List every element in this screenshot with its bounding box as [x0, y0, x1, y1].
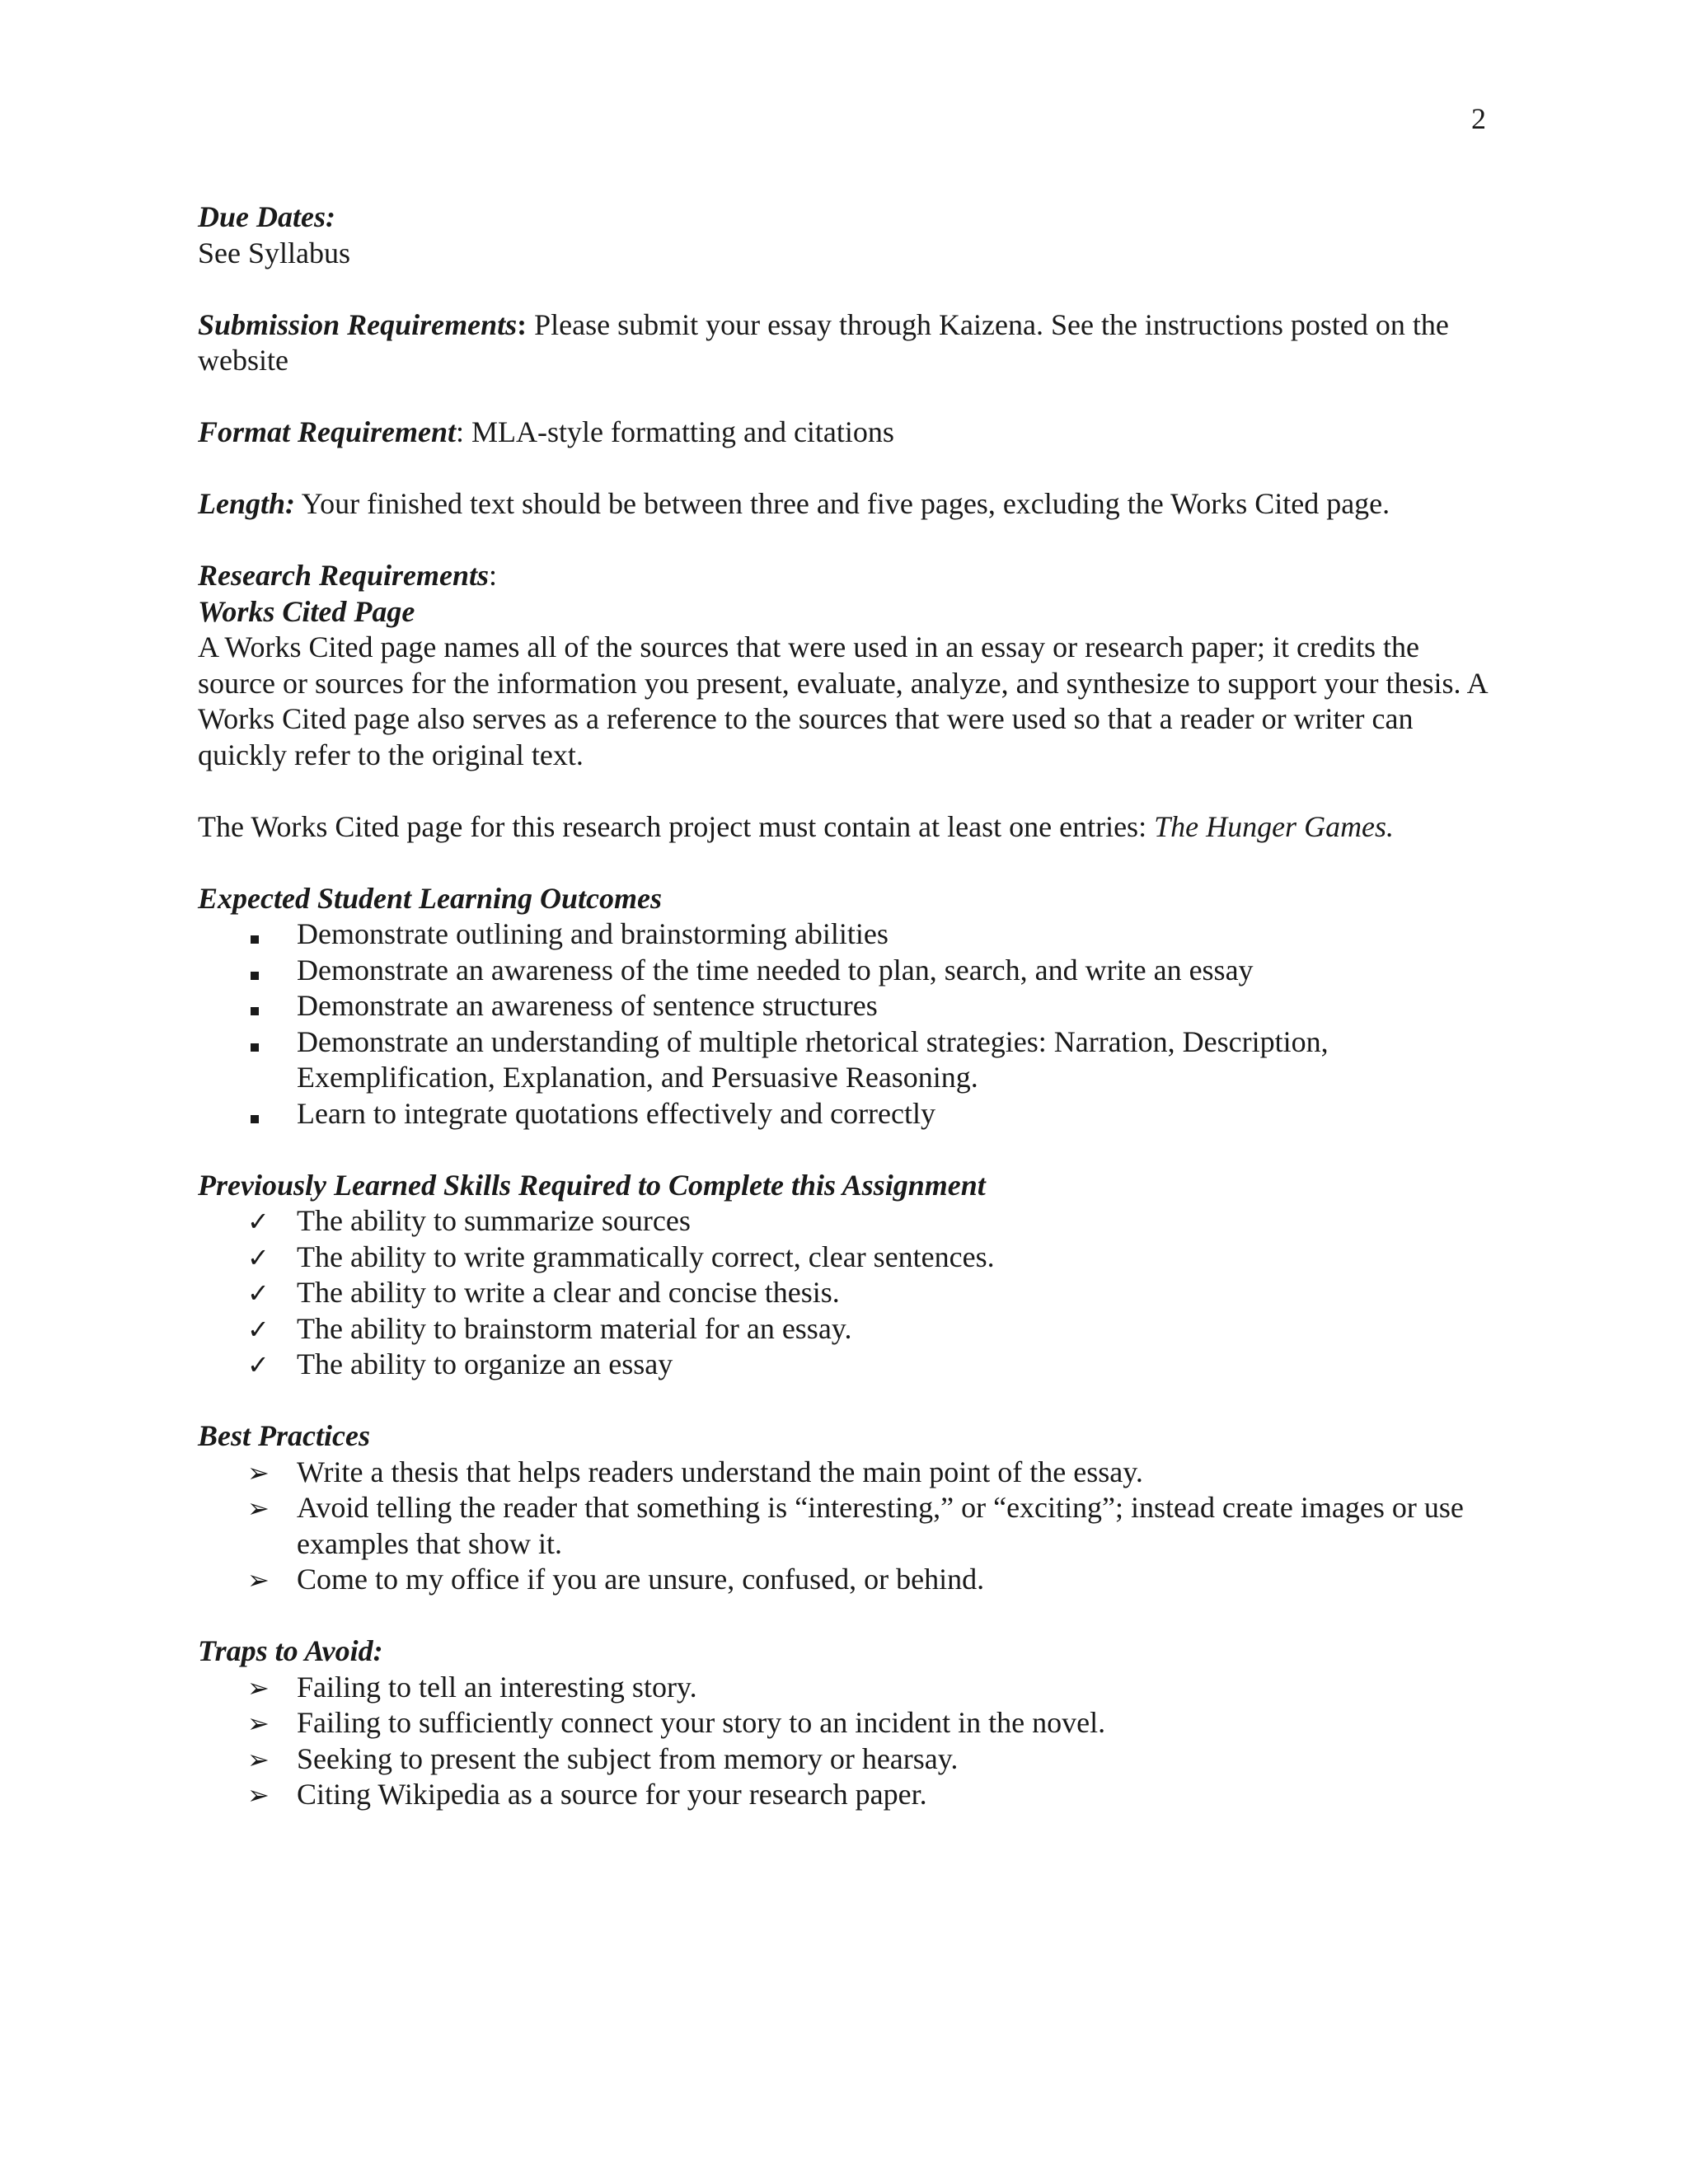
- length-text: Your finished text should be between three and five pages, excluding the Works Cited page.: [295, 487, 1390, 520]
- square-bullet-icon: [247, 1024, 280, 1061]
- square-bullet-icon: [247, 988, 280, 1024]
- arrowhead-bullet-icon: ➢: [247, 1493, 270, 1524]
- arrowhead-bullet-icon: ➢: [247, 1456, 270, 1488]
- works-cited-entries-section: [198, 809, 1492, 846]
- length-section: [198, 486, 1492, 523]
- format-text: : MLA-style formatting and citations: [456, 415, 894, 448]
- format-section: [198, 415, 1492, 451]
- page-number: 2: [1471, 102, 1486, 135]
- works-cited-subheading: Works Cited Page: [198, 594, 415, 628]
- check-mark-icon: ✓: [247, 1277, 270, 1309]
- square-bullet-icon: [247, 916, 280, 953]
- due-dates-section: [198, 199, 1492, 271]
- list-item: ✓ The ability to write grammatically correct, clear sentences.: [198, 1240, 1492, 1276]
- arrowhead-bullet-icon: ➢: [247, 1671, 270, 1704]
- check-mark-icon: ✓: [247, 1206, 270, 1237]
- works-cited-paragraph: A Works Cited page names all of the sources that were used in an essay or research paper; it credits the source or sources for the information you present, evaluate, analyze, and synthesize to support your thesis. A Works Cited page also serves as a reference to the sources that were used so that a reader or writer can quickly refer to the original text.: [198, 630, 1487, 771]
- arrowhead-bullet-icon: ➢: [247, 1779, 270, 1811]
- skills-heading: Previously Learned Skills Required to Complete this Assignment: [198, 1168, 986, 1202]
- research-colon: :: [489, 559, 498, 592]
- best-practices-heading: Best Practices: [198, 1419, 370, 1452]
- outcomes-heading: Expected Student Learning Outcomes: [198, 881, 663, 915]
- list-item: ➢ Avoid telling the reader that something is “interesting,” or “exciting”; instead create images or use examples that show it.: [247, 1491, 1464, 1560]
- check-mark-icon: ✓: [247, 1313, 270, 1345]
- arrowhead-bullet-icon: ➢: [247, 1743, 270, 1775]
- square-bullet-icon: [247, 1096, 280, 1132]
- list-item: Learn to integrate quotations effectively and correctly: [198, 1096, 1492, 1132]
- document-body: [198, 199, 1492, 1849]
- list-item: ➢ Seeking to present the subject from memory or hearsay.: [198, 1741, 1492, 1778]
- list-item: ✓ The ability to organize an essay: [198, 1347, 1492, 1383]
- list-item: ➢ Come to my office if you are unsure, confused, or behind.: [198, 1562, 1492, 1598]
- outcomes-list: [198, 916, 1492, 1132]
- submission-section: [198, 307, 1492, 379]
- outcomes-section: [198, 881, 1492, 1132]
- best-practices-section: [198, 1418, 1492, 1598]
- due-dates-text: See Syllabus: [198, 236, 350, 269]
- list-item: Demonstrate outlining and brainstorming abilities: [198, 916, 1492, 953]
- skills-list: [198, 1203, 1492, 1383]
- list-item: ✓ The ability to brainstorm material for an essay.: [198, 1311, 1492, 1347]
- list-item: ✓ The ability to summarize sources: [198, 1203, 1492, 1240]
- works-cited-entries-text: The Works Cited page for this research project must contain at least one entries:: [198, 809, 1155, 843]
- square-bullet-icon: [247, 953, 280, 989]
- list-item: ➢ Citing Wikipedia as a source for your research paper.: [198, 1777, 1492, 1813]
- research-heading: Research Requirements: [198, 559, 490, 592]
- arrowhead-bullet-icon: ➢: [247, 1708, 270, 1739]
- traps-heading: Traps to Avoid:: [198, 1634, 383, 1667]
- due-dates-heading: Due Dates:: [198, 200, 335, 233]
- best-practices-list: [198, 1455, 1492, 1598]
- traps-section: [198, 1633, 1492, 1813]
- check-mark-icon: ✓: [247, 1349, 270, 1380]
- list-item: Demonstrate an awareness of the time needed to plan, search, and write an essay: [198, 953, 1492, 989]
- arrowhead-bullet-icon: ➢: [247, 1564, 270, 1596]
- submission-colon: :: [517, 307, 528, 341]
- length-heading: Length:: [198, 487, 296, 520]
- list-item: ➢ Write a thesis that helps readers understand the main point of the essay.: [198, 1455, 1492, 1491]
- format-heading: Format Requirement: [198, 415, 457, 448]
- list-item: Demonstrate an awareness of sentence structures: [198, 988, 1492, 1024]
- submission-text: Please submit your essay through Kaizena. See the instructions posted on the website: [198, 307, 1449, 377]
- list-item: ➢ Failing to sufficiently connect your story to an incident in the novel.: [198, 1705, 1492, 1741]
- list-item: ✓ The ability to write a clear and concise thesis.: [198, 1275, 1492, 1311]
- list-item: ➢ Failing to tell an interesting story.: [198, 1670, 1492, 1706]
- submission-heading: Submission Requirements: [198, 307, 518, 341]
- research-section: [198, 558, 1492, 773]
- skills-section: [198, 1168, 1492, 1383]
- list-item: Demonstrate an understanding of multiple rhetorical strategies: Narration, Description, Exemplification, Explanation, and Persuasive Reasoning.: [198, 1024, 1492, 1096]
- check-mark-icon: ✓: [247, 1241, 270, 1273]
- works-cited-entries-title: The Hunger Games.: [1154, 809, 1395, 843]
- traps-list: [198, 1670, 1492, 1813]
